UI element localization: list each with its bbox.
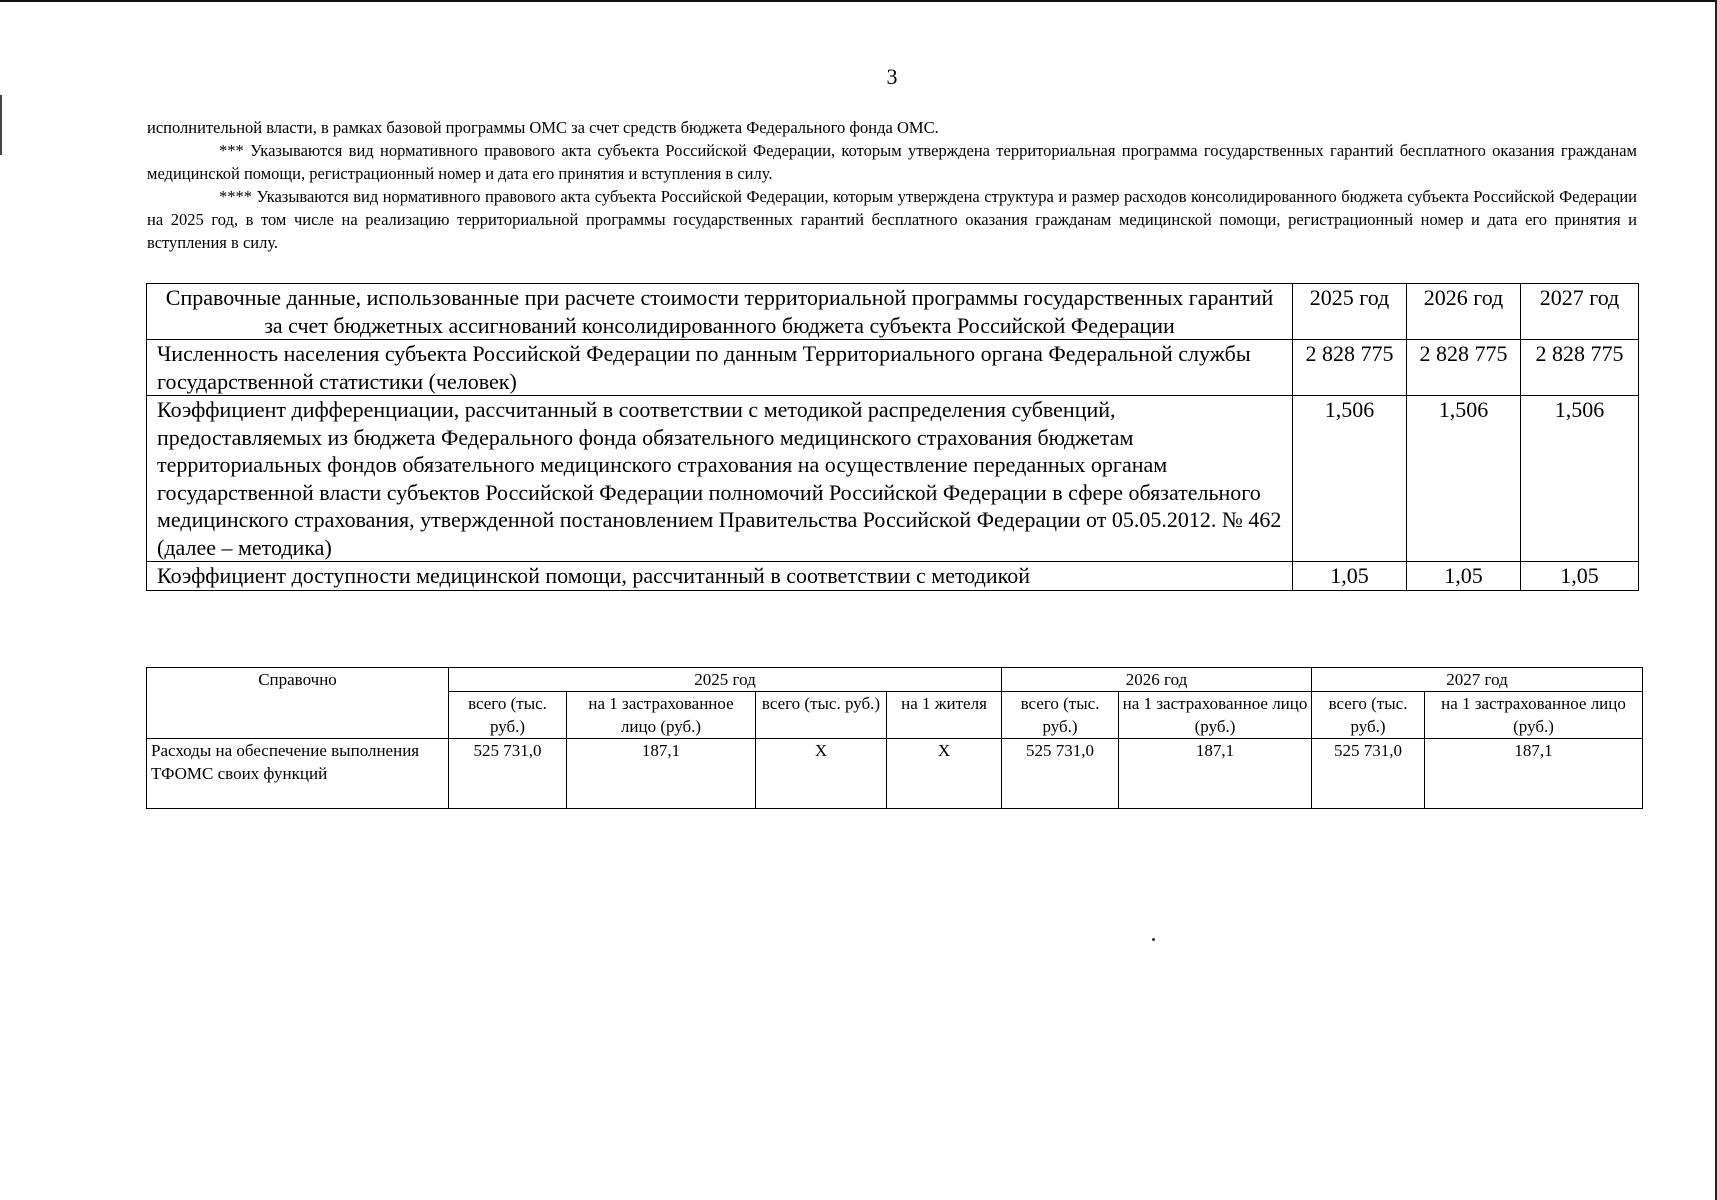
value-cell: Х (756, 739, 887, 809)
value-cell: 1,506 (1293, 396, 1407, 562)
year-header-2027: 2027 год (1521, 284, 1639, 340)
scan-speck (1152, 938, 1155, 941)
row-label-differentiation-coefficient: Коэффициент дифференциации, рассчитанный в соответствии с методикой распределения субвенций, предоставляемых из бюджета Федерального фонда обязательного медицинского страхования бюджетам территориальных фондов обязательного медицинского страхования на осуществление переданных органам государственной власти субъектов Российской Федерации полномочий Российской Федерации в сфере обязательного медицинского страхования, утвержденной постановлением Правительства Российской Федерации от 05.05.2012. № 462 (далее – методика) (147, 396, 1293, 562)
table-row (147, 562, 1639, 591)
value-cell: 525 731,0 (1002, 739, 1119, 809)
value-cell: 525 731,0 (449, 739, 567, 809)
value-cell: 1,05 (1407, 562, 1521, 591)
value-cell: 2 828 775 (1521, 340, 1639, 396)
row-label-expenses: Расходы на обеспечение выполнения ТФОМС своих функций (147, 739, 449, 809)
footnote-four-stars: **** Указываются вид нормативного правового акта субъекта Российской Федерации, которым утверждена структура и размер расходов консолидированного бюджета субъекта Российской Федерации на 2025 год, в том числе на реализацию территориальной программы государственных гарантий бесплатного оказания гражданам медицинской помощи, регистрационный номер и дата его принятия и вступления в силу. (147, 187, 1637, 252)
subheader-cell: на 1 застрахованное лицо (руб.) (567, 692, 756, 739)
footnote-three-stars: *** Указываются вид нормативного правового акта субъекта Российской Федерации, которым утверждена территориальная программа государственных гарантий бесплатного оказания гражданам медицинской помощи, регистрационный номер и дата его принятия и вступления в силу. (147, 141, 1637, 183)
year-header-row (147, 668, 1643, 692)
table-row (147, 340, 1639, 396)
row-label-population: Численность населения субъекта Российской Федерации по данным Территориального органа Федеральной службы государственной статистики (человек) (147, 340, 1293, 396)
page-number: 3 (886, 64, 898, 89)
year-header-2027: 2027 год (1312, 668, 1643, 692)
value-cell: 187,1 (1119, 739, 1312, 809)
subheader-cell: на 1 застрахованное лицо (руб.) (1425, 692, 1643, 739)
tfoms-expenses-table (146, 667, 1643, 809)
value-cell: 187,1 (1425, 739, 1643, 809)
subheader-cell: всего (тыс. руб.) (1312, 692, 1425, 739)
subheader-cell: на 1 жителя (887, 692, 1002, 739)
year-header-2026: 2026 год (1407, 284, 1521, 340)
scan-edge-top (0, 0, 1717, 2)
footnotes (147, 116, 1637, 254)
reference-data-table (146, 283, 1639, 591)
table-row (147, 739, 1643, 809)
value-cell: 187,1 (567, 739, 756, 809)
subheader-cell: всего (тыс. руб.) (1002, 692, 1119, 739)
value-cell: 1,05 (1521, 562, 1639, 591)
scan-edge-left (0, 95, 2, 155)
year-header-2025: 2025 год (1293, 284, 1407, 340)
row-label-accessibility-coefficient: Коэффициент доступности медицинской помощи, рассчитанный в соответствии с методикой (147, 562, 1293, 591)
year-header-2025: 2025 год (449, 668, 1002, 692)
subheader-cell: всего (тыс. руб.) (756, 692, 887, 739)
value-cell: 1,506 (1407, 396, 1521, 562)
value-cell: 2 828 775 (1293, 340, 1407, 396)
table-header-row (147, 284, 1639, 340)
corner-label: Справочно (147, 668, 449, 739)
value-cell: 1,05 (1293, 562, 1407, 591)
value-cell: Х (887, 739, 1002, 809)
value-cell: 525 731,0 (1312, 739, 1425, 809)
table-header-label: Справочные данные, использованные при расчете стоимости территориальной программы государственных гарантий за счет бюджетных ассигнований консолидированного бюджета субъекта Российской Федерации (147, 284, 1293, 340)
value-cell: 1,506 (1521, 396, 1639, 562)
year-header-2026: 2026 год (1002, 668, 1312, 692)
table-row (147, 396, 1639, 562)
value-cell: 2 828 775 (1407, 340, 1521, 396)
subheader-cell: всего (тыс. руб.) (449, 692, 567, 739)
footnote-continuation: исполнительной власти, в рамках базовой программы ОМС за счет средств бюджета Федерального фонда ОМС. (147, 118, 939, 137)
subheader-cell: на 1 застрахованное лицо (руб.) (1119, 692, 1312, 739)
